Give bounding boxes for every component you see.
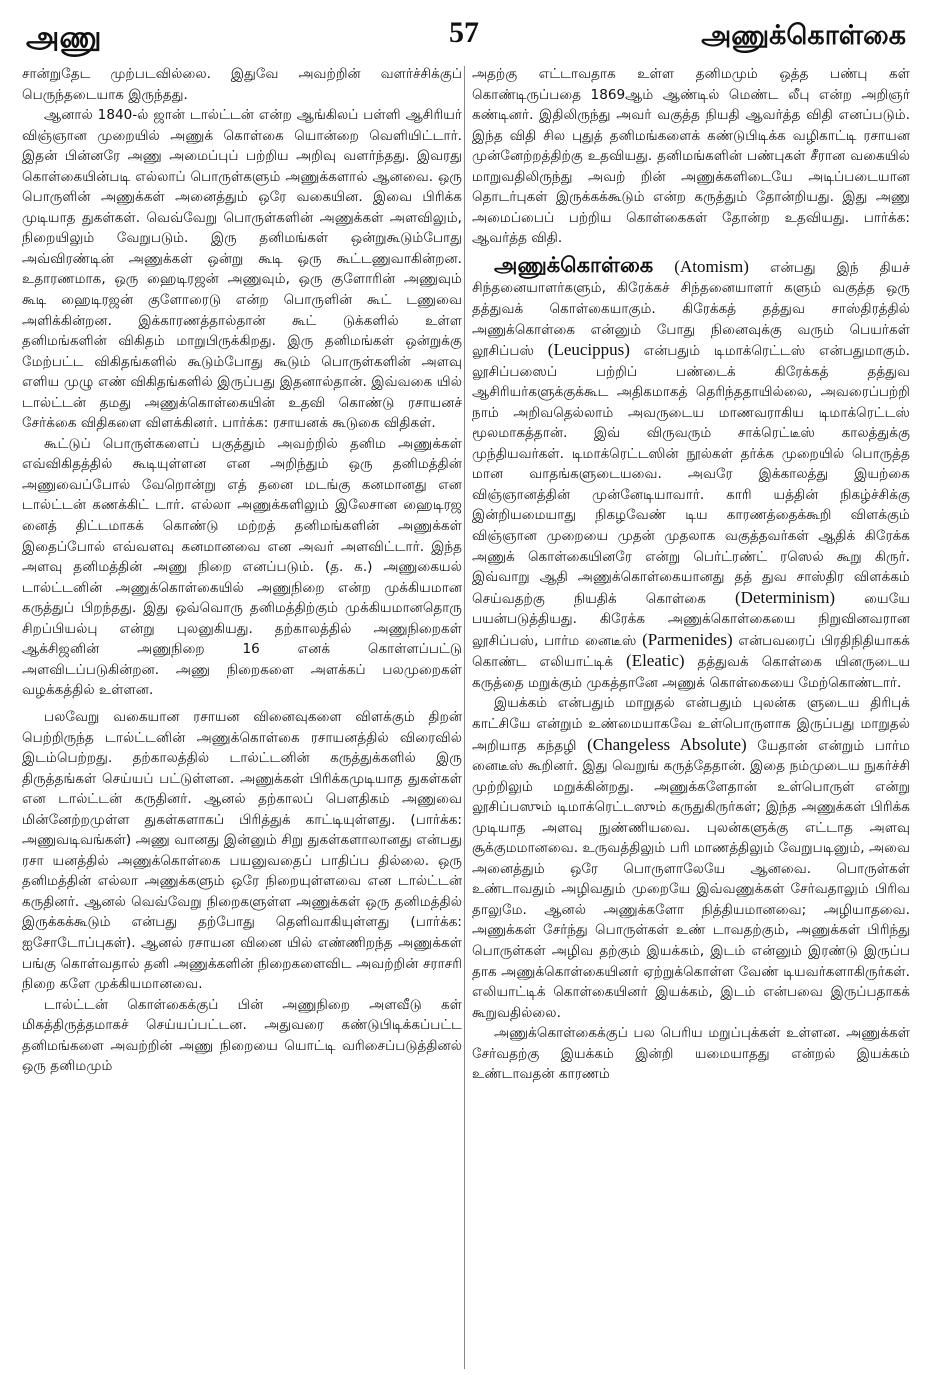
paragraph: டால்ட்டன் கொள்கைக்குப் பின் அணுநிறை அளவீடு கள் மிகத்திருத்தமாகச் செய்யப்பட்டன. அதுவரை கண்டுபிடிக்கப்பட்ட தனிமங்களை அவற்றின் அணு நிறையை யொட்டி வரிசைப்படுத்தினல் ஒரு தனிமமும் [22, 996, 462, 1075]
text-run: என்பவரைப் பிரதிநிதியாகக் கொண்ட எலியாட்டிக் [472, 632, 910, 671]
paragraph: கூட்டுப் பொருள்களைப் பகுத்தும் அவற்றில் தனிம அணுக்கள் எவ்விகிதத்தில் கூடியுள்ளன என அறிந்தும் ஒரு தனிமத்தின் அணுவைப்போல் வேறொன்று எத் தனை மடங்கு கனமானது என டால்ட்டன் கணக்கிட் டார். எல்லா அணுக்களிலும் இலேசான ஹைடிரஜ னைத் திட்டமாகக் கொண்டு மற்றத் தனிமங்களின் அணுக்கள் இதைப்போல் எவ்வளவு கனமானவை என அவர் அளவிட்டார். இந்த அளவு தனிமத்தின் அணு நிறை எனப்படும். (த. க.) அணுகையல் டால்ட்டனின் அணுக்கொள்கையில் அணுநிறை என்ற முக்கியமான கருத்துப் பிறந்தது. இது ஒவ்வொரு தனிமத்திற்கும் முக்கியமானதொரு சிறப்பியல்பு என்று புலனுகியது. தற்காலத்தில் அணுநிறைகள் ஆக்சிஜனின் அணுநிறை 16 எனக் கொள்ளப்பட்டு அளவிடப்படுகின்றன. அணு நிறைகளை அளக்கப் பலமுறைகள் வழக்கத்தில் உள்ளன. [22, 435, 462, 699]
paragraph: அணுக்கொள்கைக்குப் பல பெரிய மறுப்புக்கள் உள்ளன. அணுக்கள் சேர்வதற்கு இயக்கம் இன்றி யமையாதது என்றல் இயக்கம் உண்டாவதன் காரணம் [472, 1025, 910, 1083]
latin-term: (Eleatic) [626, 651, 685, 671]
page-header [18, 14, 910, 62]
latin-term: (Changeless Absolute) [587, 734, 747, 754]
latin-term: (Leucippus) [547, 340, 630, 360]
latin-term: (Atomism) [674, 256, 749, 276]
section-paragraph-atomism [472, 252, 910, 693]
paragraph [472, 693, 910, 1023]
latin-term: (Parmenides) [642, 629, 733, 649]
right-column [472, 64, 910, 1371]
header-left-keyword: அணு [26, 20, 102, 55]
text-run: என்பது இந் தியச் சிந்தனையாளர்களும், கிரேக்கச் சிந்தனையாளர் களும் வகுத்த ஒரு தத்துவக் கொள்கையாகும். கிரேக்கத் தத்துவ சாஸ்திரத்தில் அணுக்கொள்கை என்னும் போது நினைவுக்கு வரும் பெயர்கள் லூசிப்பஸ் [472, 259, 910, 360]
header-right-keyword: அணுக்கொள்கை [701, 20, 906, 51]
text-run: யேதான் என்றும் பார்ம னைடீஸ் கூறினர். இது வெறுங் கருத்தேதான். இதை நம்முடைய நுகர்ச்சி முற்றிலும் மறுக்கின்றது. அணுக்களேதான் உள்பொருள் என்று லூசிப்பஸும் டிமாக்ரெட்டஸும் கருதுகிருர்கள்; இந்த அணுக்கள் பிரிக்க முடியாத அளவு நுண்ணியவை. புலன்களுக்கு எட்டாத அளவு சூக்குமமானவை. உருவத்திலும் பரி மாணத்திலும் வேறுபடினும், அவை அனைத்தும் ஒரே பொருளாலேயே ஆனவை. பொருள்கள் உண்டாவதும் அழிவதும் முறையே இவ்வணுக்கள் சேர்வதாலும் பிரிவ தாலுமே. ஆனல் அணுக்களோ நித்தியமானவை; அழியாதவை. அணுக்கள் சேர்ந்து பொருள்கள் உண் டாவதற்கும், அணுக்கள் பிரிந்து பொருள்கள் அழிவ தற்கும் இயக்கம், இடம் என்னும் இரண்டு இருப்ப தாக அணுக்கொள்கையினர் ஏற்றுக்கொள்ள வேண் டியவர்களாகிருர்கள். எலியாட்டிக் கொள்கையினர் இயக்கம், இடம் என்பவை இருப்பதாகக் கூறுவதில்லை. [472, 737, 910, 1021]
text-run: இயக்கம் என்பதும் மாறுதல் என்பதும் புலன்க ளுடைய திரிபுக் காட்சியே என்றும் உண்மையாகவே உள்பொருளாக இருப்பது மாறுதல் அறியாத கந்தழி [472, 695, 910, 754]
paragraph: பலவேறு வகையான ரசாயன வினைவுகளை விளக்கும் திறன் பெற்றிருந்த டால்ட்டனின் அணுக்கொள்கை ரசாயனத்தில் விரைவில் இடம்பெற்றது. தற்காலத்தில் டால்ட்டனின் கருத்துக்களில் இரு திருத்தங்கள் செய்யப் பட்டுள்ளன. அணுக்கள் பிரிக்கமுடியாத துகள்கள் என டால்ட்டன் கருதினர். ஆனல் தற்காலப் பௌதிகம் அணுவை மின்னேற்றமுள்ள துகள்களாகப் பிரித்துக் காட்டியுள்ளது. (பார்க்க: அணுவடிவங்கள்) அணு வானது இன்னும் சிறு துகள்களாலானது என்பது ரசா யனத்தில் அணுக்கொள்கை பயனுவதைப் பாதிப்ப தில்லை. ஒரு தனிமத்தின் எல்லா அணுக்களும் ஒரே நிறையுள்ளவை என டால்ட்டன் கருதினர். ஆனல் வெவ்வேறு நிறைகளுள்ள அணுக்கள் ஒரு தனிமத்தில் இருக்கக்கூடும் என்பது தற்போது தெளிவாகியுள்ளது (பார்க்க: ஐசோடோப்புகள்). ஆனல் ரசாயன வினை யில் எண்ணிறந்த அணுக்கள் பங்கு கொள்வதால் தனி அணுக்களின் நிறைகளைவிட அவற்றின் சராசரி நிறை களே முக்கியமானவை. [22, 708, 462, 993]
text-run: தத்துவக் கொள்கை யினருடைய கருத்தை மறுக்கும் முகத்தானே அணுக் கொள்கையை மேற்கொண்டார். [472, 654, 910, 691]
paragraph: ஆனால் 1840-ல் ஜான் டால்ட்டன் என்ற ஆங்கிலப் பள்ளி ஆசிரியர் விஞ்ஞான முறையில் அணுக் கொள்கை யொன்றை வெளியிட்டார். இதன் பின்னரே அணு அமைப்புப் பற்றிய அறிவு வளர்ந்தது. இவரது கொள்கையின்படி எல்லாப் பொருள்களும் அணுக்களால் ஆனவை. ஒரு பொருளின் அணுக்கள் அனைத்தும் ஒரே வகையின. இவை பிரிக்க முடியாத துகள்கள். வெவ்வேறு பொருள்களின் அணுக்கள் அளவிலும், நிறையிலும் வேறுபடும். இரு தனிமங்கள் ஒன்றுகூடும்போது அவ்விரண்டின் அணுக்கள் ஒன்று கூடி ஒரு கூட்டணுவாகின்றன. உதாரணமாக, ஒரு ஹைடிரஜன் அணுவும், ஒரு குளோரின் அணுவும் கூடி ஹைடிரஜன் குளோரைடு என்ற பொருளின் கூட் டணுவை அளிக்கின்றன. இக்காரணத்தால்தான் கூட் டுக்களில் உள்ள தனிமங்களின் விகிதம் மாறுபிருக்கிறது. இரு தனிமங்கள் ஒன்றுக்கு மேற்பட்ட விகிதங்களில் கூடும்போது கூடும் பொருள்களின் அளவு எளிய முழு எண் விகிதங்களில் இருப்பது இதனால்தான். இவ்வகை யில் டால்ட்டன் தமது அணுக்கொள்கையின் உதவி கொண்டு ரசாயனச் சேர்க்கை விதிகளை விளக்கினர். பார்க்க: ரசாயனக் கூடுகை விதிகள். [22, 107, 462, 432]
text-run: யையே பயன்படுத்தியது. கிரேக்க அணுக்கொள்கையை நிறுவினவரான லூசிப்பஸ், பார்ம னைடீஸ் [472, 590, 910, 649]
left-column [22, 64, 462, 1371]
paragraph: சான்றுதேட முற்படவில்லை. இதுவே அவற்றின் வளர்ச்சிக்குப் பெருந்தடையாக இருந்தது. [22, 66, 462, 103]
column-divider [464, 66, 465, 1369]
latin-term: (Determinism) [735, 587, 836, 607]
paragraph: அதற்கு எட்டாவதாக உள்ள தனிமமும் ஒத்த பண்பு கள் கொண்டிருப்பதை 1869ஆம் ஆண்டில் மெண்ட லீபு என்ற அறிஞர் கண்டினர். இதிலிருந்து அவர் வகுத்த நியதி ஆவர்த்த விதி எனப்படும். இந்த விதி சில புதுத் தனிமங்களைக் கண்டுபிடிக்க வழிகாட்டி ரசாயன முன்னேற்றத்திற்கு உதவியது. தனிமங்களின் பண்புகள் சீரான வகையில் மாறுவதிலிருந்து அவற் றின் அணுக்களிடையே அடிப்படையான தொடர்புகள் இருக்கக்கூடும் என்ற கருத்தும் தோன்றியது. இது அணு அமைப்பைப் பற்றிய கொள்கைகள் தோன்ற உதவியது. பார்க்க: ஆவர்த்த விதி. [472, 66, 910, 247]
section-heading: அணுக்கொள்கை [494, 252, 654, 277]
page-number: 57 [449, 16, 479, 49]
text-run: என்பதும் டிமாக்ரெட்டஸ் என்பதுமாகும். லூசிப்பஸைப் பற்றிப் பண்டைக் கிரேக்கத் தத்துவ ஆசிரியர்களுக்குக்கூட அதிகமாகத் தெரிந்ததாயில்லை, அவரைப்பற்றி நாம் அறிவதெல்லாம் அவருடைய மாணவராகிய டிமாக்ரெட்டஸ் மூலமாகத்தான். இவ் விருவரும் சாக்ரெட்டீஸ் காலத்துக்கு முந்தியவர்கள். டிமாக்ரெட்டஸின் நூல்கள் தர்க்க முறையில் பொருத்த மான வாதங்களுடையவை. அவரே இக்காலத்து இயற்கை விஞ்ஞானத்தின் முன்னேடியாவார். காரி யத்தின் நிகழ்ச்சிக்கு இன்றியமையாது நிகழவேண் டிய காரணத்தைக்கூறி விளக்கும் விஞ்ஞான முறையை முதன் முதலாக வகுத்தவர்கள் ஆதிக் கிரேக்க அணுக் கொள்கையினரே என்று பெர்ட்ரண்ட் ரஸெல் கூறு கிருர். இவ்வாறு ஆதி அணுக்கொள்கையானது தத் துவ சாஸ்திர விளக்கம் செய்வதற்கு நியதிக் கொள்கை [472, 343, 910, 607]
